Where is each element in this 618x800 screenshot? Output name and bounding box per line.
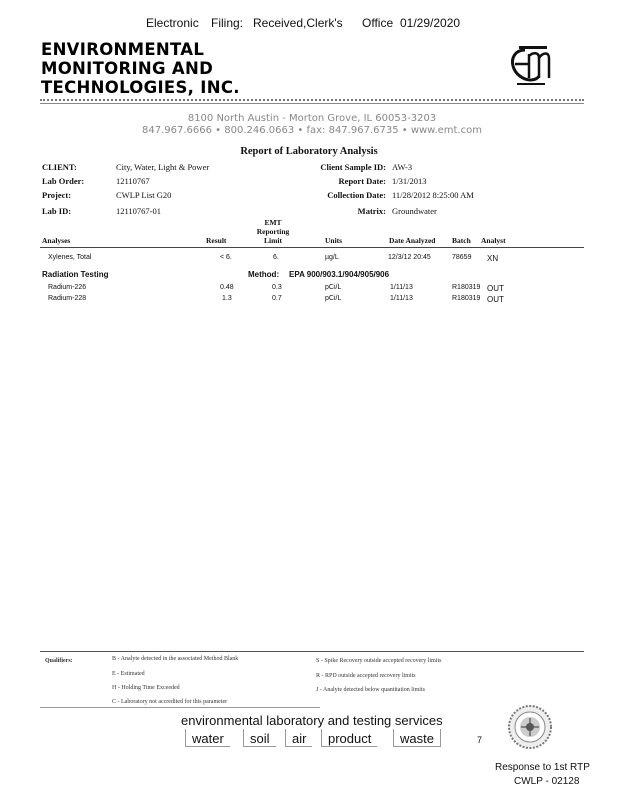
row-limit: 0.7: [272, 295, 282, 302]
col-header-units: Units: [325, 236, 343, 245]
filing-received: Received,Clerk's: [253, 16, 343, 30]
col-header-date-analyzed: Date Analyzed: [389, 236, 436, 245]
col-header-analyst: Analyst: [481, 236, 506, 245]
matrix-value: Groundwater: [392, 206, 437, 216]
row-analyst: OUT: [487, 284, 504, 293]
report-title: Report of Laboratory Analysis: [240, 146, 378, 157]
method-label: Method:: [248, 270, 280, 279]
col-header-reporting-limit: [247, 218, 299, 245]
row-batch: R180319: [452, 284, 481, 291]
service-category-product: product: [321, 729, 377, 747]
table-row: [0, 295, 618, 305]
col-header-emt: EMT: [264, 218, 282, 227]
col-header-reporting: Reporting: [256, 227, 290, 236]
lab-order-label: Lab Order:: [42, 176, 85, 186]
seal-icon: [507, 704, 553, 750]
project-value: CWLP List G20: [116, 190, 172, 200]
col-header-analyses: Analyses: [42, 236, 71, 245]
accreditation-seal: [507, 704, 553, 750]
row-analyte: Radium-228: [48, 295, 87, 302]
footer-bates: CWLP - 02128: [514, 776, 580, 787]
project-label: Project:: [42, 190, 72, 200]
client-sample-value: AW-3: [392, 162, 413, 172]
table-header-rule: [40, 247, 584, 248]
qualifier-item: H - Holding Time Exceeded: [112, 685, 180, 691]
row-limit: 0.3: [272, 284, 282, 291]
qualifier-item: E - Estimated: [112, 671, 145, 677]
row-date: 12/3/12 20:45: [388, 254, 431, 261]
lab-id-value: 12110767-01: [116, 206, 162, 216]
row-batch: R180319: [452, 295, 481, 302]
service-category-air: air: [285, 729, 312, 747]
qualifiers-label: Qualifiers:: [45, 658, 73, 664]
footer-response: Response to 1st RTP: [495, 762, 590, 773]
row-result: 0.48: [220, 284, 234, 291]
col-header-result: Result: [206, 236, 227, 245]
row-units: µg/L: [325, 254, 339, 261]
row-result: < 6.: [220, 254, 232, 261]
company-name-line3: TECHNOLOGIES, INC.: [41, 78, 240, 97]
matrix-label: Matrix:: [357, 206, 386, 216]
report-date-label: Report Date:: [338, 176, 386, 186]
col-header-limit: Limit: [264, 236, 282, 245]
qualifier-item: B - Analyte detected in the associated Method Blank: [112, 656, 239, 662]
company-name-line2: MONITORING AND: [41, 59, 214, 78]
service-category-water: water: [185, 729, 230, 747]
qualifier-item: C - Laboratory not accredited for this parameter: [112, 699, 228, 705]
report-date-value: 1/31/2013: [392, 176, 427, 186]
row-analyst: XN: [487, 254, 499, 263]
qualifier-item: R - RPD outside accepted recovery limits: [316, 673, 416, 679]
service-category-soil: soil: [243, 729, 276, 747]
company-name: [41, 40, 240, 97]
qualifiers-rule-top: [40, 651, 584, 652]
section-title: Radiation Testing: [42, 270, 109, 279]
service-category-waste: waste: [393, 729, 441, 747]
company-contacts: 847.967.6666 • 800.246.0663 • fax: 847.967.6735 • www.emt.com: [142, 125, 482, 136]
emt-logo-icon: [505, 40, 555, 88]
collection-date-value: 11/28/2012 8:25:00 AM: [392, 190, 474, 200]
qualifiers-rule-bottom: [40, 707, 320, 708]
row-units: pCi/L: [325, 295, 342, 302]
company-address: 8100 North Austin - Morton Grove, IL 60053-3203: [187, 113, 437, 124]
company-name-line1: ENVIRONMENTAL: [41, 40, 205, 59]
emt-logo: [505, 40, 555, 88]
table-row: [0, 254, 618, 264]
filing-office: Office: [362, 16, 394, 30]
client-label: CLIENT:: [42, 162, 77, 172]
collection-date-label: Collection Date:: [327, 190, 386, 200]
row-units: pCi/L: [325, 284, 342, 291]
client-sample-label: Client Sample ID:: [320, 162, 386, 172]
letterhead-rule-top: [40, 99, 584, 101]
row-date: 1/11/13: [390, 295, 413, 302]
row-limit: 6.: [273, 254, 279, 261]
row-result: 1.3: [222, 295, 232, 302]
page-number: 7: [477, 735, 483, 745]
services-tagline: environmental laboratory and testing services: [181, 713, 443, 728]
col-header-batch: Batch: [452, 236, 471, 245]
row-date: 1/11/13: [390, 284, 413, 291]
table-row: [0, 284, 618, 294]
method-value: EPA 900/903.1/904/905/906: [289, 270, 390, 279]
lab-id-label: Lab ID:: [42, 206, 72, 216]
row-analyst: OUT: [487, 295, 504, 304]
qualifier-item: J - Analyte detected below quantitation limits: [316, 687, 425, 693]
row-batch: 78659: [452, 254, 472, 261]
filing-date: 01/29/2020: [400, 16, 461, 30]
services-categories: [181, 729, 481, 749]
filing-label: Filing:: [211, 16, 244, 30]
qualifier-item: S - Spike Recovery outside accepted recovery limits: [316, 658, 442, 664]
filing-electronic: Electronic: [146, 16, 199, 30]
client-value: City, Water, Light & Power: [116, 162, 210, 172]
letterhead-rule-bottom: [40, 103, 584, 104]
lab-order-value: 12110767: [116, 176, 150, 186]
row-analyte: Radium-226: [48, 284, 87, 291]
row-analyte: Xylenes, Total: [48, 254, 92, 261]
